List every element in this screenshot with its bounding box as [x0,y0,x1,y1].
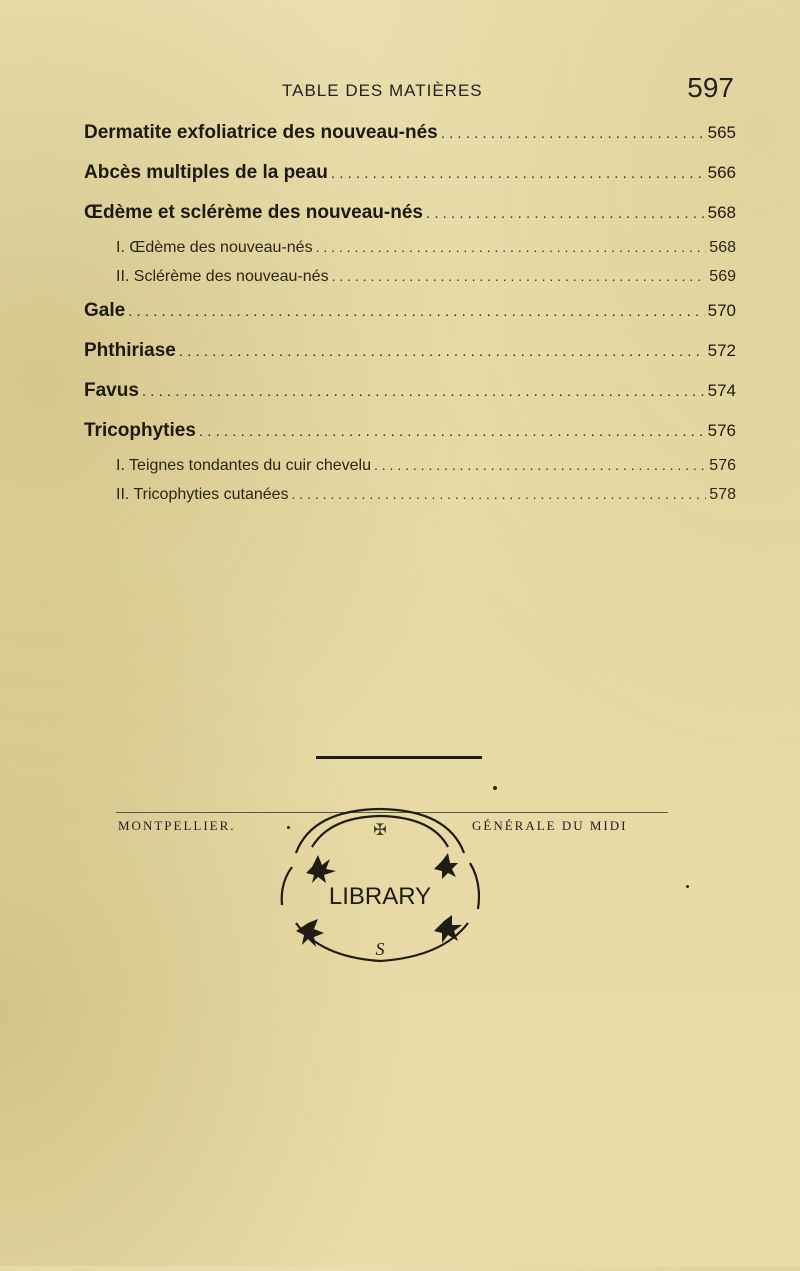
toc-entry [84,331,736,371]
toc-entry-page: 574 [707,381,736,400]
toc-entry [84,193,736,233]
toc-subentry-page: 578 [709,486,736,503]
toc-subentry [84,262,736,291]
speck [493,786,497,790]
toc-subentry-title: II. Sclérème des nouveau-nés [116,268,329,285]
header-title: TABLE DES MATIÈRES [282,81,483,100]
svg-text:✠: ✠ [373,822,387,839]
toc-entry-page: 568 [707,203,736,222]
toc-subentry-page: 576 [709,457,736,474]
leader-dots [332,262,707,291]
toc-subentry [84,233,736,262]
page-number: 597 [687,72,734,103]
toc-subentry-title: I. Œdème des nouveau-nés [116,239,313,256]
toc-entry-title: Abcès multiples de la peau [84,162,328,183]
leader-dots [374,451,706,480]
end-rule [316,756,482,759]
toc-entry [84,411,736,451]
toc-entry-title: Gale [84,300,126,321]
toc-subentry-title: II. Tricophyties cutanées [116,486,289,503]
toc-entry-title: Œdème et sclérème des nouveau-nés [84,202,423,223]
page-header [60,72,736,112]
toc-entry-title: Dermatite exfoliatrice des nouveau-nés [84,122,438,143]
stamp-library-label: LIBRARY [328,883,432,910]
leader-dots [316,233,707,262]
leader-dots [128,292,704,331]
svg-text:S: S [375,939,385,959]
toc-entry-title: Favus [84,380,139,401]
leader-dots [142,372,705,411]
toc-subentry-title: I. Teignes tondantes du cuir chevelu [116,457,371,474]
leader-dots [199,412,705,451]
toc-entry-page: 572 [707,341,736,360]
leader-dots [426,194,705,233]
toc-subentry-page: 569 [709,268,736,285]
toc-entry-title: Tricophyties [84,420,196,441]
stamp-left-text: MONTPELLIER. [118,818,236,833]
toc-entry-page: 570 [707,301,736,320]
toc-subentry-page: 568 [709,239,736,256]
library-stamp [272,805,488,1266]
table-of-contents [84,113,736,509]
leader-dots [331,154,705,193]
leader-dots [441,114,705,153]
library-seal-icon [272,805,488,1266]
toc-entry [84,153,736,193]
stamp-right-text: GÉNÉRALE DU MIDI [472,818,628,833]
toc-entry-page: 566 [707,163,736,182]
toc-entry [84,371,736,411]
leader-dots [292,480,707,509]
leader-dots [179,332,705,371]
toc-subentry [84,480,736,509]
toc-entry-page: 565 [707,123,736,142]
toc-entry [84,113,736,153]
toc-entry-page: 576 [707,421,736,440]
toc-subentry [84,451,736,480]
speck [686,885,689,888]
toc-entry-title: Phthiriase [84,340,176,361]
toc-entry [84,291,736,331]
